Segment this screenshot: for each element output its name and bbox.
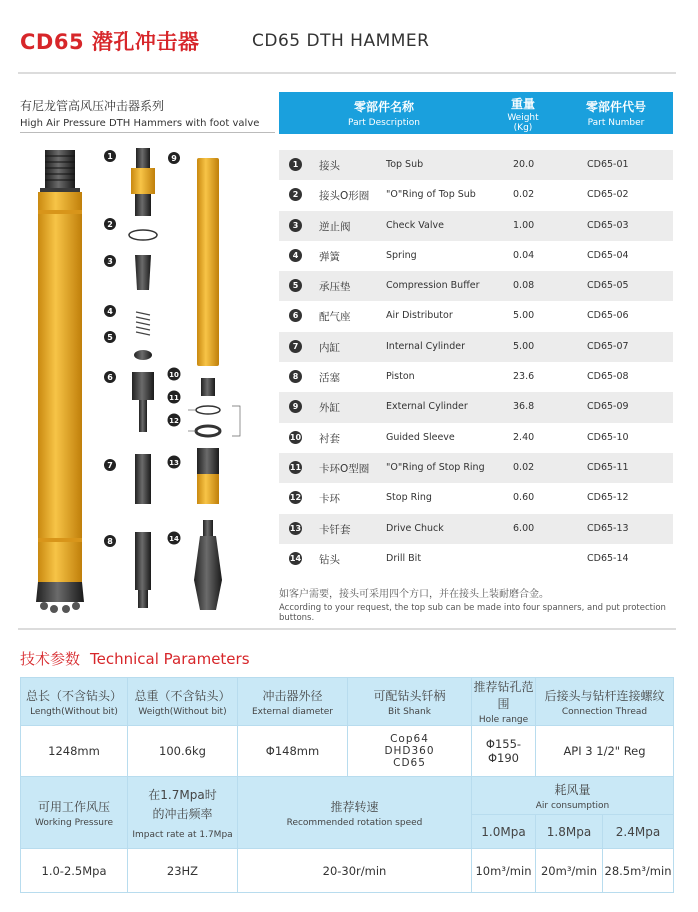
part-13-drive-chuck — [197, 448, 219, 504]
page-title-cn: CD65 潜孔冲击器 — [20, 30, 200, 54]
svg-text:10: 10 — [169, 371, 179, 379]
parts-row — [279, 271, 673, 301]
tech-params-title — [20, 648, 250, 669]
part-number-badge: 1 — [289, 158, 302, 171]
part-number-badge: 6 — [289, 309, 302, 322]
svg-text:11: 11 — [169, 394, 179, 402]
part-name-en: Piston — [386, 371, 415, 383]
parts-row — [279, 514, 673, 544]
part-number-badge: 9 — [289, 400, 302, 413]
part-name-en: "O"Ring of Stop Ring — [386, 461, 485, 473]
part-weight: 36.8 — [513, 401, 535, 413]
part-3-check-valve — [135, 255, 151, 290]
part-name-en: Check Valve — [386, 219, 444, 231]
part-name-cn: 外缸 — [319, 402, 340, 415]
part-name-cn: 接头O形圈 — [319, 190, 370, 203]
parts-list — [279, 150, 673, 574]
tv-bit-shank: Cop64 DHD360 CD65 — [348, 726, 472, 777]
th-connection-thread: 后接头与钻杆连接螺纹 Connection Thread — [536, 678, 674, 726]
part-weight: 6.00 — [513, 522, 535, 534]
part-8-piston — [135, 532, 151, 608]
th-air-pressure-2: 1.8Mpa — [536, 815, 603, 849]
part-number-badge: 7 — [289, 340, 302, 353]
part-number-badge: 8 — [289, 370, 302, 383]
part-name-cn: 衬套 — [319, 432, 340, 445]
part-name-en: Air Distributor — [386, 310, 453, 322]
part-number-badge: 12 — [289, 493, 302, 503]
part-7-internal-cylinder — [135, 454, 151, 504]
svg-text:9: 9 — [171, 154, 177, 163]
svg-text:6: 6 — [107, 373, 113, 382]
part-9-external-cylinder — [197, 158, 219, 366]
part-code: CD65-09 — [587, 401, 629, 413]
th-working-pressure: 可用工作风压 Working Pressure — [21, 777, 128, 849]
part-weight: 0.02 — [513, 461, 535, 473]
tech-header-row-1 — [21, 678, 674, 726]
tech-value-row-1 — [21, 726, 674, 777]
header-part-number — [571, 98, 661, 128]
parts-table-header — [279, 92, 673, 134]
part-name-en: Stop Ring — [386, 492, 432, 504]
part-name-cn: 活塞 — [319, 372, 340, 385]
part-12-stop-ring — [196, 426, 220, 436]
tv-air-1: 10m³/min — [472, 849, 536, 893]
part-name-cn: 钻头 — [319, 553, 340, 566]
part-weight: 5.00 — [513, 340, 535, 352]
part-5-compression-buffer — [134, 350, 152, 360]
parts-row — [279, 180, 673, 210]
part-name-en: Drill Bit — [386, 552, 422, 564]
th-bit-shank: 可配钻头钎柄 Bit Shank — [348, 678, 472, 726]
tech-title-en: Technical Parameters — [90, 650, 250, 668]
part-code: CD65-13 — [587, 522, 629, 534]
header-desc-cn: 零部件名称 — [353, 100, 414, 114]
part-number-badge: 10 — [289, 432, 302, 442]
part-name-en: Drive Chuck — [386, 522, 444, 534]
section-divider — [18, 628, 676, 630]
th-diameter: 冲击器外径 External diameter — [238, 678, 348, 726]
part-code: CD65-05 — [587, 280, 629, 292]
header-weight-unit: (Kg) — [513, 123, 533, 133]
part-name-en: "O"Ring of Top Sub — [386, 189, 476, 201]
part-number-badge: 4 — [289, 249, 302, 262]
part-name-cn: 弹簧 — [319, 250, 340, 263]
part-4-spring — [136, 312, 150, 335]
part-11-stop-ring-o-ring — [196, 406, 220, 414]
series-label-en: High Air Pressure DTH Hammers with foot valve — [20, 118, 260, 129]
part-code: CD65-07 — [587, 340, 629, 352]
tech-params-table — [20, 677, 674, 893]
part-weight: 0.08 — [513, 280, 535, 292]
part-code: CD65-12 — [587, 492, 629, 504]
part-number-badge: 5 — [289, 279, 302, 292]
part-code: CD65-08 — [587, 371, 629, 383]
part-weight: 0.60 — [513, 492, 535, 504]
svg-text:4: 4 — [107, 307, 113, 316]
custom-note — [279, 585, 679, 623]
header-pn-en: Part Number — [587, 118, 645, 128]
svg-text:13: 13 — [169, 459, 179, 467]
parts-row — [279, 332, 673, 362]
parts-row — [279, 362, 673, 392]
svg-text:5: 5 — [107, 333, 113, 342]
part-name-cn: 内缸 — [319, 341, 340, 354]
part-name-en: External Cylinder — [386, 401, 468, 413]
header-pn-cn: 零部件代号 — [585, 100, 646, 114]
svg-text:8: 8 — [107, 537, 113, 546]
svg-text:12: 12 — [169, 417, 179, 425]
parts-row — [279, 211, 673, 241]
th-rotation-speed: 推荐转速 Recommended rotation speed — [238, 777, 472, 849]
tv-impact-rate: 23HZ — [128, 849, 238, 893]
series-label-cn: 有尼龙管高风压冲击器系列 — [20, 99, 165, 113]
note-cn: 如客户需要，接头可采用四个方口，并在接头上装耐磨合金。 — [279, 589, 549, 600]
tech-title-cn: 技术参数 — [20, 650, 81, 668]
part-code: CD65-02 — [587, 189, 629, 201]
tv-working-pressure: 1.0-2.5Mpa — [21, 849, 128, 893]
part-number-badge: 11 — [289, 462, 302, 472]
th-air-pressure-1: 1.0Mpa — [472, 815, 536, 849]
tv-air-3: 28.5m³/min — [603, 849, 674, 893]
th-air-pressure-3: 2.4Mpa — [603, 815, 674, 849]
part-weight: 5.00 — [513, 310, 535, 322]
header-weight — [493, 95, 553, 133]
part-number-badge: 2 — [289, 188, 302, 201]
tv-diameter: Φ148mm — [238, 726, 348, 777]
part-code: CD65-03 — [587, 219, 629, 231]
part-code: CD65-06 — [587, 310, 629, 322]
part-number-badge: 14 — [289, 553, 302, 563]
part-code: CD65-11 — [587, 461, 629, 473]
part-weight: 2.40 — [513, 431, 535, 443]
th-length: 总长（不含钻头） Length(Without bit) — [21, 678, 128, 726]
part-name-en: Compression Buffer — [386, 280, 480, 292]
svg-text:7: 7 — [107, 461, 113, 470]
tv-weight: 100.6kg — [128, 726, 238, 777]
th-air-consumption: 耗风量 Air consumption — [472, 777, 674, 815]
parts-row — [279, 453, 673, 483]
parts-row — [279, 483, 673, 513]
part-name-cn: 配气座 — [319, 311, 351, 324]
hammer-exploded-illustration — [18, 140, 258, 620]
svg-text:2: 2 — [107, 220, 113, 229]
part-code: CD65-01 — [587, 159, 629, 170]
parts-row — [279, 392, 673, 422]
part-weight: 0.04 — [513, 249, 535, 261]
part-name-cn: 承压垫 — [319, 281, 351, 294]
th-hole-range: 推荐钻孔范围 Hole range — [472, 678, 536, 726]
parts-row — [279, 544, 673, 574]
part-weight: 23.6 — [513, 371, 535, 383]
header-desc-en: Part Description — [348, 118, 420, 128]
part-2-o-ring — [129, 230, 157, 240]
th-weight: 总重（不含钻头） Weigth(Without bit) — [128, 678, 238, 726]
part-name-cn: 逆止阀 — [319, 220, 351, 233]
svg-text:14: 14 — [169, 535, 179, 543]
part-code: CD65-04 — [587, 249, 629, 261]
tech-header-row-2 — [21, 777, 674, 815]
tv-connection-thread: API 3 1/2" Reg — [536, 726, 674, 777]
part-name-cn: 卡环O型圈 — [319, 462, 370, 475]
part-10-guided-sleeve — [201, 378, 215, 396]
tech-value-row-2 — [21, 849, 674, 893]
part-name-en: Top Sub — [386, 159, 424, 170]
parts-row — [279, 241, 673, 271]
series-label — [20, 97, 275, 133]
header-weight-en: Weight — [507, 113, 539, 123]
title-divider — [18, 72, 676, 74]
part-name-cn: 卡环 — [319, 493, 340, 506]
note-en: According to your request, the top sub can be made into four spanners, and put protection buttons. — [279, 603, 666, 623]
parts-row — [279, 423, 673, 453]
part-name-cn: 卡钎套 — [319, 523, 351, 536]
part-name-en: Spring — [386, 249, 417, 261]
part-code: CD65-14 — [587, 552, 629, 564]
parts-row — [279, 150, 673, 180]
tv-rotation-speed: 20-30r/min — [238, 849, 472, 893]
part-1-top-sub — [131, 148, 155, 216]
part-number-badge: 3 — [289, 219, 302, 232]
part-weight: 20.0 — [513, 159, 535, 170]
part-14-drill-bit — [194, 520, 222, 610]
tv-length: 1248mm — [21, 726, 128, 777]
header-weight-cn: 重量 — [510, 97, 535, 111]
part-6-air-distributor — [132, 372, 154, 432]
th-impact-rate: 在1.7Mpa时 的冲击频率 Impact rate at 1.7Mpa — [128, 777, 238, 849]
tv-air-2: 20m³/min — [536, 849, 603, 893]
part-name-en: Internal Cylinder — [386, 340, 465, 352]
part-weight: 0.02 — [513, 189, 535, 201]
parts-row — [279, 301, 673, 331]
svg-text:1: 1 — [107, 152, 113, 161]
page-title-en: CD65 DTH HAMMER — [252, 31, 430, 51]
svg-text:3: 3 — [107, 257, 113, 266]
part-name-cn: 接头 — [319, 160, 340, 172]
assembled-hammer — [36, 150, 84, 613]
part-weight: 1.00 — [513, 219, 535, 231]
part-name-en: Guided Sleeve — [386, 431, 455, 443]
part-code: CD65-10 — [587, 431, 629, 443]
header-part-description — [319, 98, 449, 128]
tv-hole-range: Φ155-Φ190 — [472, 726, 536, 777]
part-number-badge: 13 — [289, 523, 302, 533]
